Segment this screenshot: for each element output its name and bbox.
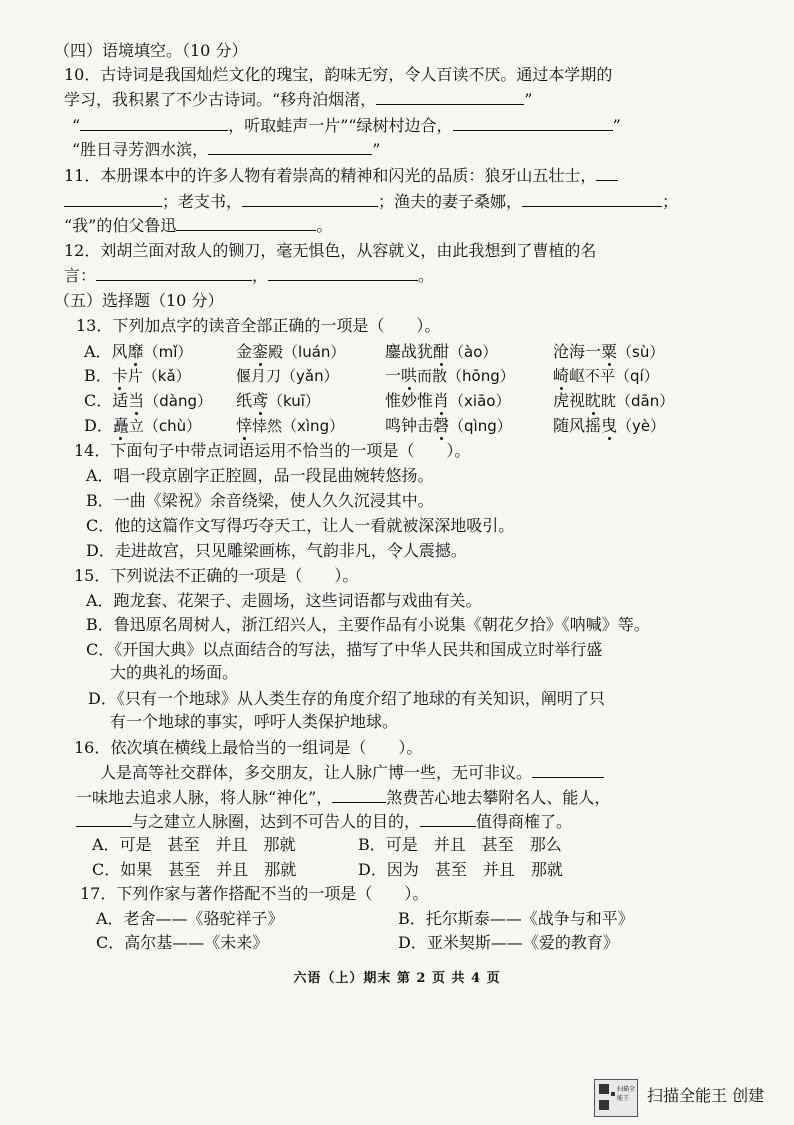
q16-text: 与之建立人脉圈，达到不可告人的目的， [132,812,421,831]
dotted-char: 曳 [601,416,618,435]
q14-option-d[interactable]: D．走进故宫，只见雕梁画栋，气韵非凡，令人震撼。 [86,541,467,560]
pinyin: 片（kǎ） [127,367,191,385]
q14-option-a[interactable]: A．唱一段京剧字正腔圆，品一段昆曲婉转悠扬。 [86,466,434,485]
q16-stem: 16．依次填在横线上最恰当的一组词是（ ）。 [74,738,423,757]
page-footer: 六语（上）期末 第 2 页 共 4 页 [293,971,501,986]
dotted-char: 悻 [236,416,253,435]
dotted-char: 粟 [601,342,618,361]
pinyin: （mǐ） [143,343,193,361]
answer-blank[interactable] [96,264,252,281]
section4-heading: （四）语境填空。（10 分） [54,41,248,60]
q10-line4 [72,138,380,161]
opt-text: A．风 [84,342,128,361]
dotted-char: 磬 [433,416,450,435]
answer-blank[interactable] [80,114,228,131]
answer-blank[interactable] [76,810,132,827]
dotted-char: 当 [128,391,145,410]
q10-text: ，听取蛙声一片”“绿树村边合， [228,116,453,135]
q14-option-c[interactable]: C．他的这篇作文写得巧夺天工，让人一看就被深深地吸引。 [86,516,515,535]
q14-option-b[interactable]: B．一曲《梁祝》余音绕梁，使人久久沉浸其中。 [86,491,434,510]
opt-text: B． [84,366,112,385]
answer-blank[interactable] [596,164,618,181]
pinyin: 眈（dān） [601,392,675,410]
q13-option-c-word4 [553,390,674,412]
q16-option-c[interactable]: C．如果 甚至 并且 那就 [92,860,297,879]
q13-option-c-word2 [236,390,320,412]
opt-text: 一 [385,366,402,385]
scanner-logo [594,1079,638,1117]
dotted-char: 眈 [585,391,602,410]
q14-stem: 14．下面句子中带点词语运用不恰当的一项是（ ）。 [74,441,471,460]
q15-option-a[interactable]: A．跑龙套、花架子、走圆场，这些词语都与戏曲有关。 [86,591,482,610]
q12-text: 言： [64,266,97,285]
answer-blank[interactable] [332,786,386,803]
opt-text: 虎视 [553,391,586,410]
q11-line3 [64,214,332,237]
q11-text: ； [662,192,679,211]
q13-option-b[interactable] [84,365,191,387]
opt-text: 纸 [236,391,253,410]
answer-blank[interactable] [176,214,316,231]
answer-blank[interactable] [532,761,604,778]
q17-option-b[interactable]: B．托尔斯泰——《战争与和平》 [398,909,634,928]
q15-option-d[interactable]: D．《只有一个地球》从人类生存的角度介绍了地球的有关知识，阐明了只 [88,689,605,708]
dotted-char: 靡 [127,342,144,361]
pinyin: （yè） [617,417,666,435]
q16-option-a[interactable]: A．可是 甚至 并且 那就 [92,835,296,854]
q10-line1: 10．古诗词是我国灿烂文化的瑰宝，韵味无穷，令人百读不厌。通过本学期的 [64,65,613,84]
q16-text: 值得商榷了。 [476,812,573,831]
answer-blank[interactable] [268,264,418,281]
q17-option-c[interactable]: C．高尔基——《未来》 [96,933,269,952]
opt-text: C．适 [84,391,129,410]
q13-stem: 13．下列加点字的读音全部正确的一项是（ ）。 [76,316,441,335]
answer-blank[interactable] [522,190,662,207]
q11-text: 。 [316,216,333,235]
q12-line2 [64,264,434,287]
q13-option-a[interactable] [84,341,192,363]
q15-option-d-cont: 有一个地球的事实，呼吁人类保护地球。 [110,712,399,731]
dotted-char: 矗 [112,416,129,435]
q13-option-c[interactable] [84,390,212,412]
dotted-char: 卡 [111,366,128,385]
pinyin: 立（chù） [128,417,202,435]
pinyin: 悻然（xìng） [252,417,345,435]
q17-stem: 17．下列作家与著作搭配不当的一项是（ ）。 [80,884,429,903]
answer-blank[interactable] [208,138,372,155]
q10-text: 学习，我积累了不少古诗词。“移舟泊烟渚， [64,90,377,109]
q10-text: ” [372,140,381,159]
q13-option-d-word4 [553,415,665,437]
answer-blank[interactable] [376,88,524,105]
q13-option-d[interactable] [84,415,201,437]
q13-option-a-word2 [236,341,345,363]
q11-text: “我”的伯父鲁迅 [64,216,177,235]
q15-option-b[interactable]: B．鲁迅原名周树人，浙江绍兴人，主要作品有小说集《朝花夕拾》《呐喊》等。 [86,615,650,634]
q13-option-b-word4 [553,365,659,387]
q15-option-c[interactable]: C．《开国大典》以点面结合的写法，描写了中华人民共和国成立时举行盛 [86,640,603,659]
q13-option-d-word2 [236,415,344,437]
q10-text: “ [72,116,81,135]
q10-text: “胜日寻芳泗水滨， [72,140,209,159]
pinyin: （xiāo） [449,392,511,410]
opt-text: 金 [236,342,253,361]
q16-option-b[interactable]: B．可是 并且 甚至 那么 [358,835,562,854]
q12-line1: 12．刘胡兰面对敌人的铡刀，毫无惧色，从容就义，由此我想到了曹植的名 [64,241,597,260]
q13-option-c-word3 [385,390,510,412]
answer-blank[interactable] [64,190,162,207]
q10-text: ” [612,116,621,135]
q11-text: ；渔夫的妻子桑娜， [378,192,523,211]
q11-line2 [64,190,678,213]
q12-text: ， [252,266,269,285]
q16-text: 煞费苦心地去攀附名人、能人， [386,788,611,807]
scanner-watermark: 扫描全能王 创建 [647,1086,765,1105]
answer-blank[interactable] [453,114,613,131]
opt-text: 鏖战犹 [385,342,434,361]
pinyin: （ào） [449,343,498,361]
opt-text: 随风摇 [553,416,602,435]
opt-text: 惟妙惟 [385,391,434,410]
q16-text: 一味地去追求人脉，将人脉“神化”， [76,788,333,807]
q11-text: ；老支书， [162,192,243,211]
q13-option-b-word2 [236,365,339,387]
q15-option-c-cont: 大的典礼的场面。 [110,663,239,682]
pinyin: 殿（luán） [268,343,346,361]
q17-option-a[interactable]: A．老舍——《骆驼祥子》 [96,909,284,928]
q11-line1 [64,164,618,187]
q10-line2 [64,88,532,111]
q10-text: ” [524,90,533,109]
answer-blank[interactable] [420,810,476,827]
q16-para-line3 [76,810,572,833]
pinyin: （kuī） [268,392,320,410]
dotted-char: 酣 [433,342,450,361]
dotted-char: 銮 [252,342,269,361]
answer-blank[interactable] [242,190,378,207]
q16-text: 人是高等社交群体，多交朋友，让人脉广博一些，无可非议。 [100,763,533,782]
q16-option-d[interactable]: D．因为 甚至 并且 那就 [358,860,563,879]
pinyin: （sù） [617,343,665,361]
scanner-logo-text: 扫描全能王 [617,1086,636,1102]
pinyin: 偃月刀（yǎn） [236,367,339,385]
pinyin: （dàng） [144,392,213,410]
q13-option-a-word4 [553,341,664,363]
q17-option-d[interactable]: D．亚米契斯——《爱的教育》 [398,933,619,952]
section5-heading: （五）选择题（10 分） [54,291,224,310]
pinyin: （qìng） [449,417,512,435]
opt-text: 岖 [569,366,586,385]
q16-para-line1 [100,761,604,784]
dotted-char: 肖 [433,391,450,410]
dotted-char: 鸢 [252,391,269,410]
opt-text: D． [84,416,113,435]
q16-para-line2 [76,786,610,809]
pinyin: 不平（qí） [585,367,659,385]
q11-text: 11．本册课本中的许多人物有着崇高的精神和闪光的品质：狼牙山五壮士， [64,166,597,185]
pinyin: 而散（hōng） [417,367,515,385]
q10-line3 [72,114,621,137]
q13-option-a-word3 [385,341,497,363]
q15-stem: 15．下列说法不正确的一项是（ ）。 [74,566,359,585]
opt-text: 沧海一 [553,342,602,361]
q12-text: 。 [418,266,435,285]
q13-option-d-word3 [385,415,512,437]
dotted-char: 崎 [553,366,570,385]
q13-option-b-word3 [385,365,515,387]
dotted-char: 哄 [401,366,418,385]
opt-text: 鸣钟击 [385,416,434,435]
